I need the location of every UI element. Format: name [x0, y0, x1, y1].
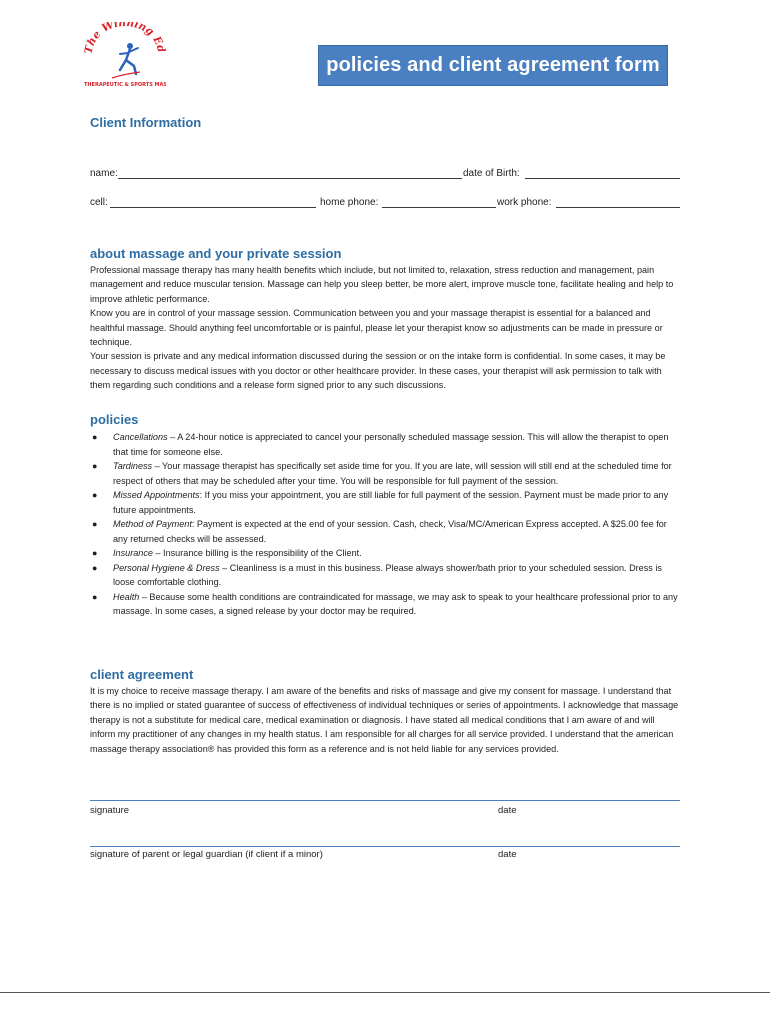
client-agreement-heading: client agreement — [90, 667, 194, 682]
bullet-icon: ● — [92, 591, 98, 602]
bullet-icon: ● — [92, 562, 98, 573]
about-paragraph: Your session is private and any medical information discussed during the session or on the intake form is confidential. In some cases, it may be necessary to discuss medical issues with you doctor or other healthcare provider. In these cases, your therapist will ask permission to talk with them regarding such conditions and a release form signed prior to any such discussions. — [90, 351, 666, 391]
cell-field[interactable] — [110, 207, 316, 208]
bullet-icon: ● — [92, 432, 98, 442]
policy-text: : Payment is expected at the end of your session. Cash, check, Visa/MC/American Express accepted. A $25.00 fee for any returned checks will be assessed. — [113, 519, 667, 544]
about-massage-text — [90, 263, 682, 393]
page-bottom-rule — [0, 992, 770, 993]
svg-text:The Winning Edge — [84, 22, 166, 55]
policy-term: Tardiness — [113, 461, 153, 471]
about-paragraph: Professional massage therapy has many health benefits which include, but not limited to, relaxation, stress reduction and management, pain management and reduce muscular tension. Massage can help you sleep better, be more alert, improve muscle tone, facilitate healing and help to improve athletic performance. — [90, 265, 674, 304]
bullet-icon: ● — [92, 461, 98, 471]
about-massage-heading: about massage and your private session — [90, 246, 342, 261]
signature-field[interactable] — [90, 800, 680, 801]
logo-tagline: THERAPEUTIC & SPORTS MAS — [84, 82, 166, 88]
policy-item — [92, 430, 682, 459]
policy-text: – Because some health conditions are contraindicated for massage, we may ask to speak to your healthcare professional prior to any massage. In some cases, a signed release by your doctor may be required. — [113, 591, 678, 616]
policy-term: Method of Payment — [113, 519, 192, 529]
about-paragraph: Know you are in control of your massage session. Communication between you and your massage therapist is essential for a balanced and healthful massage. Should anything feel uncomfortable or is painful, please let your therapist know so adjustments can be made in pressure or technique. — [90, 308, 663, 348]
bullet-icon: ● — [92, 548, 98, 558]
signature-label: signature — [90, 805, 130, 816]
policy-term: Health — [113, 591, 140, 602]
signature-date-label: date — [498, 805, 517, 816]
logo-brand-text: The Winning Ed — [84, 22, 166, 55]
bullet-icon: ● — [92, 519, 98, 529]
home-phone-label: home phone: — [320, 197, 379, 208]
work-phone-label: work phone: — [497, 197, 552, 208]
client-information-heading: Client Information — [90, 115, 202, 130]
policy-item — [92, 459, 682, 488]
company-logo — [84, 22, 166, 90]
policy-text: – Cleanliness is a must in this business. Please always shower/bath prior to your scheduled session. Dress is loose comfortable clothing. — [113, 562, 662, 587]
policy-item — [92, 546, 682, 561]
dob-label: date of Birth: — [463, 168, 520, 179]
policy-text: : If you miss your appointment, you are still liable for full payment of the session. Payment must be made prior to any future appointments. — [113, 490, 669, 515]
home-phone-field[interactable] — [382, 207, 496, 208]
athlete-figure-icon — [112, 43, 140, 78]
form-title-banner: policies and client agreement form — [318, 45, 668, 86]
policy-text: – A 24-hour notice is appreciated to cancel your personally scheduled massage session. This will allow the therapist to open that time for someone else. — [113, 432, 669, 457]
guardian-date-label: date — [498, 849, 517, 860]
policies-heading: policies — [90, 412, 139, 427]
policy-item — [92, 590, 682, 619]
policy-item — [92, 517, 682, 546]
policy-term: Cancellations — [113, 432, 168, 442]
guardian-signature-label: signature of parent or legal guardian (if client if a minor) — [90, 849, 323, 860]
policy-item — [92, 488, 682, 517]
name-label: name: — [90, 168, 118, 179]
policy-text: – Your massage therapist has specifically set aside time for you. If you are late, will session will still end at the scheduled time for respect of others that may be scheduled after your time. You will be responsible for full payment of the session. — [113, 461, 672, 486]
bullet-icon: ● — [92, 490, 98, 500]
logo-graphic — [84, 22, 166, 90]
cell-label: cell: — [90, 197, 108, 208]
work-phone-field[interactable] — [556, 207, 680, 208]
client-agreement-text: It is my choice to receive massage therapy. I am aware of the benefits and risks of massage and give my consent for massage. I understand that there is no implied or stated guarantee of success of effectiveness of individual techniques or series of appointments. I acknowledge that massage therapy is not a substitute for medical care, medical examination or diagnosis. I have stated all medical conditions that I am aware of and will inform my practitioner of any changes in my health status. I am responsible for all charges for all service provided. I understand that the american massage therapy association® has provided this form as a reference and is not held liable for any services provided. — [90, 686, 679, 754]
policy-term: Insurance — [113, 548, 153, 558]
policy-text: – Insurance billing is the responsibility of the Client. — [152, 548, 362, 558]
name-field[interactable] — [118, 178, 462, 179]
policies-list — [92, 430, 682, 619]
policy-term: Personal Hygiene & Dress — [113, 562, 220, 573]
policy-term: Missed Appointments — [113, 490, 200, 500]
dob-field[interactable] — [525, 178, 680, 179]
guardian-signature-field[interactable] — [90, 846, 680, 847]
policy-item — [92, 561, 682, 590]
